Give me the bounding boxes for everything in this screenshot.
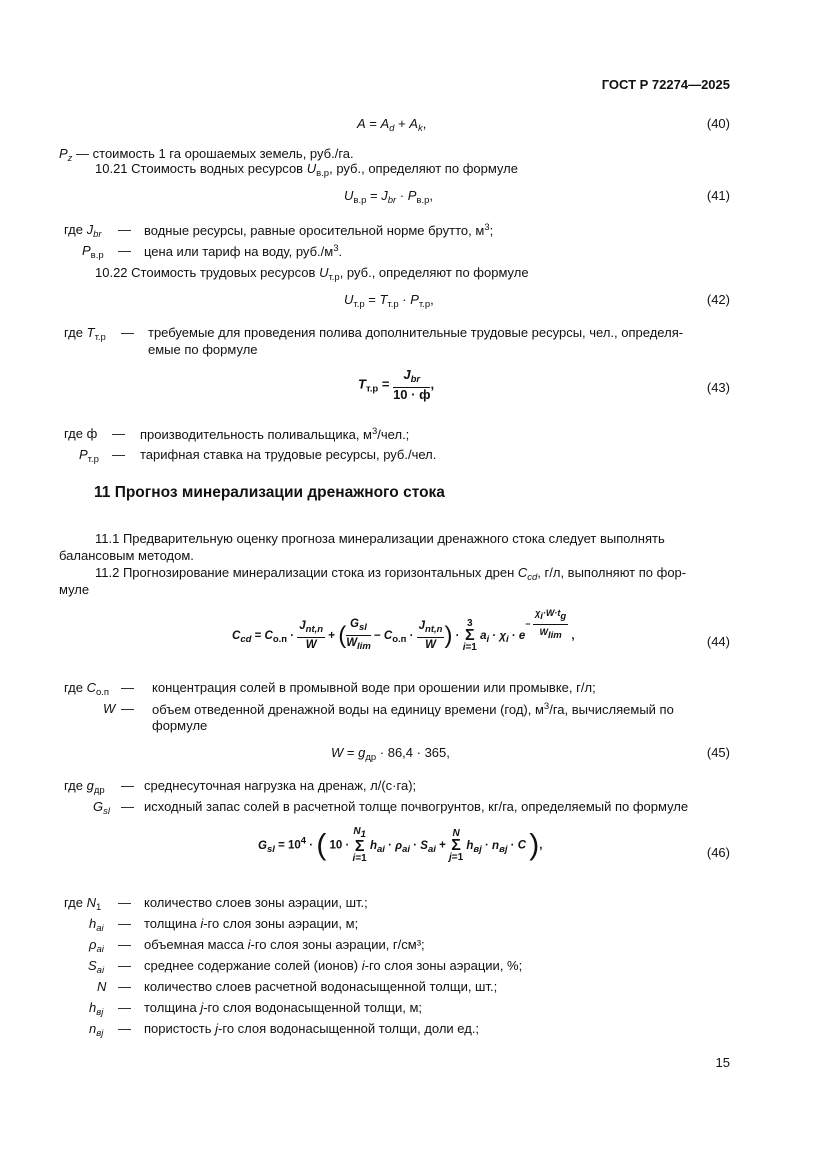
paragraph-10-22: 10.22 Стоимость трудовых ресурсов $U_{т.р}$, руб., определяют по формуле [95, 265, 529, 283]
formula-41-number: (41) [706, 188, 730, 203]
formula-46-number: (46) [706, 845, 730, 860]
section-11-heading: 11 Прогноз минерализации дренажного стока [94, 484, 445, 501]
paragraph-11-2-line-2: муле [59, 582, 90, 597]
formula-41: $U_{в.р} = J_{br} \cdot P_{в.р}$, [344, 188, 433, 206]
formula-46: $G_{sl} = 10^4$ · ( 10 · $N_1$ Σ i=1 $h_{ai} \cdot \rho_{ai} \cdot S_{ai}$ + N Σ j=1 $h_{вj} \cdot n_{вj} \cdot C$ ), [258, 826, 543, 864]
formula-42-number: (42) [706, 292, 730, 307]
where-41-item-2: $P_{в.р}$ — цена или тариф на воду, $руб./м^3$. [82, 243, 343, 261]
paragraph-11-1-line-2: балансовым методом. [59, 548, 194, 563]
where-44-item-2: W — объем отведенной дренажной воды на единицу времени (год), $м^3/га$, вычисляемый по [103, 701, 674, 717]
where-42-line-2: емые по формуле [148, 342, 258, 357]
formula-43: $T_{т.р}$ = $\frac{J_{br}}{10 \cdot ф}$ , [358, 367, 435, 402]
where-44-item-1: где $C_{о.п}$ — концентрация солей в промывной воде при орошении или промывке, г/л; [64, 680, 596, 698]
paragraph-11-2-line-1: 11.2 Прогнозирование минерализации стока из горизонтальных дрен $C_{cd}$, г/л, выполняют по фор- [95, 565, 687, 583]
paragraph-10-21: 10.21 Стоимость водных ресурсов $U_{в.р}$, руб., определяют по формуле [95, 161, 518, 179]
formula-44-number: (44) [706, 634, 730, 649]
where-45-item-2: $G_{sl}$ — исходный запас солей в расчетной толще почвогрунтов, кг/га, определяемый по формуле [93, 799, 689, 817]
where-45-item-1: где $g_{др}$ — среднесуточная нагрузка на дренаж, л/(с·га); [64, 778, 417, 796]
paragraph-11-1-line-1: 11.1 Предварительную оценку прогноза минерализации дренажного стока следует выполнять [95, 531, 665, 546]
where-46-item-4: $S_{ai}$ — среднее содержание солей (ионов) i-го слоя зоны аэрации, %; [88, 958, 523, 976]
where-46-item-7: $n_{вj}$ — пористость j-го слоя водонасыщенной толщи, доли ед.; [89, 1021, 480, 1039]
where-46-item-1: где $N_1$ — количество слоев зоны аэрации, шт.; [64, 895, 368, 913]
where-41-item-1: где $J_{br}$ — водные ресурсы, равные оросительной норме брутто, $м^3$; [64, 222, 494, 240]
formula-40: $A = A_d + A_k$, [357, 116, 427, 134]
formula-40-number: (40) [706, 116, 730, 131]
pz-definition: $P_z$ — стоимость 1 га орошаемых земель, руб./га. [59, 146, 354, 164]
formula-45-number: (45) [706, 745, 730, 760]
where-46-item-6: $h_{вj}$ — толщина j-го слоя водонасыщенной толщи, м; [89, 1000, 423, 1018]
where-46-item-3: $\rho_{ai}$ — объемная масса i-го слоя зоны аэрации, г/см³; [89, 937, 425, 955]
where-42: где $T_{т.р}$ — требуемые для проведения полива дополнительные трудовые ресурсы, чел., определя- [64, 325, 684, 343]
formula-44: $C_{cd} = C_{о.п}$ · $\frac{J_{nt,n}}{W}$ + ( $\frac{G_{sl}}{W_{lim}}$ − $C_{о.п}$ · $\frac{J_{nt,n}}{W}$ ) · 3 Σ i=1 $a_i \cdot \chi_i \cdot e^{- \frac{\chi_i\cdot W\cdot t_g}{W_{lim}}}$ , [232, 608, 575, 653]
formula-45: $W = g_{др} \cdot 86,4 \cdot 365$, [331, 745, 450, 763]
formula-42: $U_{т.р} = T_{т.р} \cdot P_{т.р}$, [344, 292, 434, 310]
page-number: 15 [715, 1055, 730, 1070]
where-43-item-2: $P_{т.р}$ — тарифная ставка на трудовые ресурсы, руб./чел. [79, 447, 437, 465]
formula-43-number: (43) [706, 380, 730, 395]
document-code: ГОСТ Р 72274—2025 [601, 77, 730, 92]
where-46-item-5: N — количество слоев расчетной водонасыщенной толщи, шт.; [97, 979, 498, 994]
where-43-item-1: где ф — производительность поливальщика, $м^3$/чел.; [64, 426, 410, 442]
where-44-item-2-line-2: формуле [152, 718, 208, 733]
where-46-item-2: $h_{ai}$ — толщина i-го слоя зоны аэрации, м; [89, 916, 359, 934]
